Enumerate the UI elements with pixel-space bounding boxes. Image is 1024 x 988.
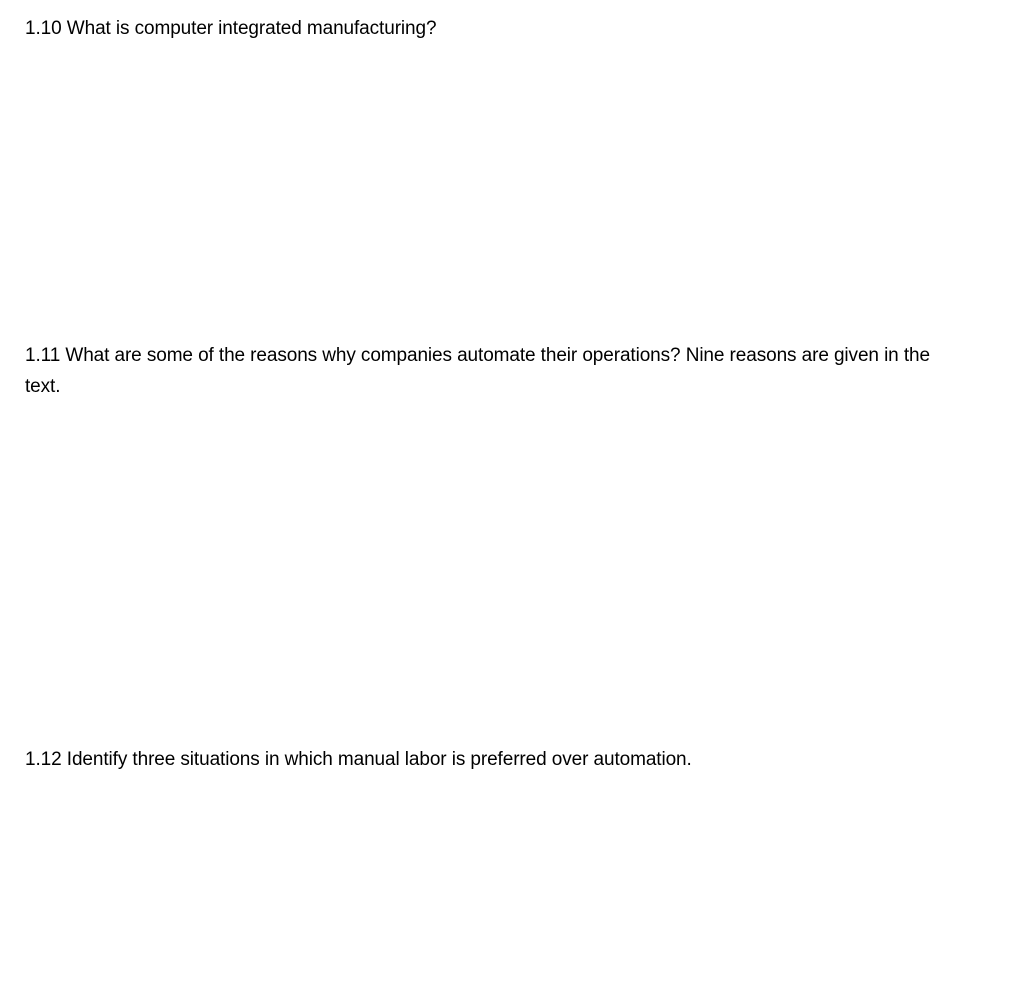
question-number: 1.10 (25, 18, 62, 39)
question-text: What are some of the reasons why companies automate their operations? Nine reasons are given in the text. (25, 345, 930, 397)
question-number: 1.11 (25, 345, 61, 366)
question-text: What is computer integrated manufacturing? (66, 18, 437, 39)
answer-space-1-12 (25, 780, 955, 980)
question-1-12 (25, 744, 955, 775)
answer-space-1-10 (25, 50, 955, 330)
question-1-11 (25, 340, 955, 402)
answer-space-1-11 (25, 405, 955, 735)
question-1-10 (25, 13, 955, 44)
question-text: Identify three situations in which manual labor is preferred over automation. (66, 749, 692, 770)
question-number: 1.12 (25, 749, 62, 770)
